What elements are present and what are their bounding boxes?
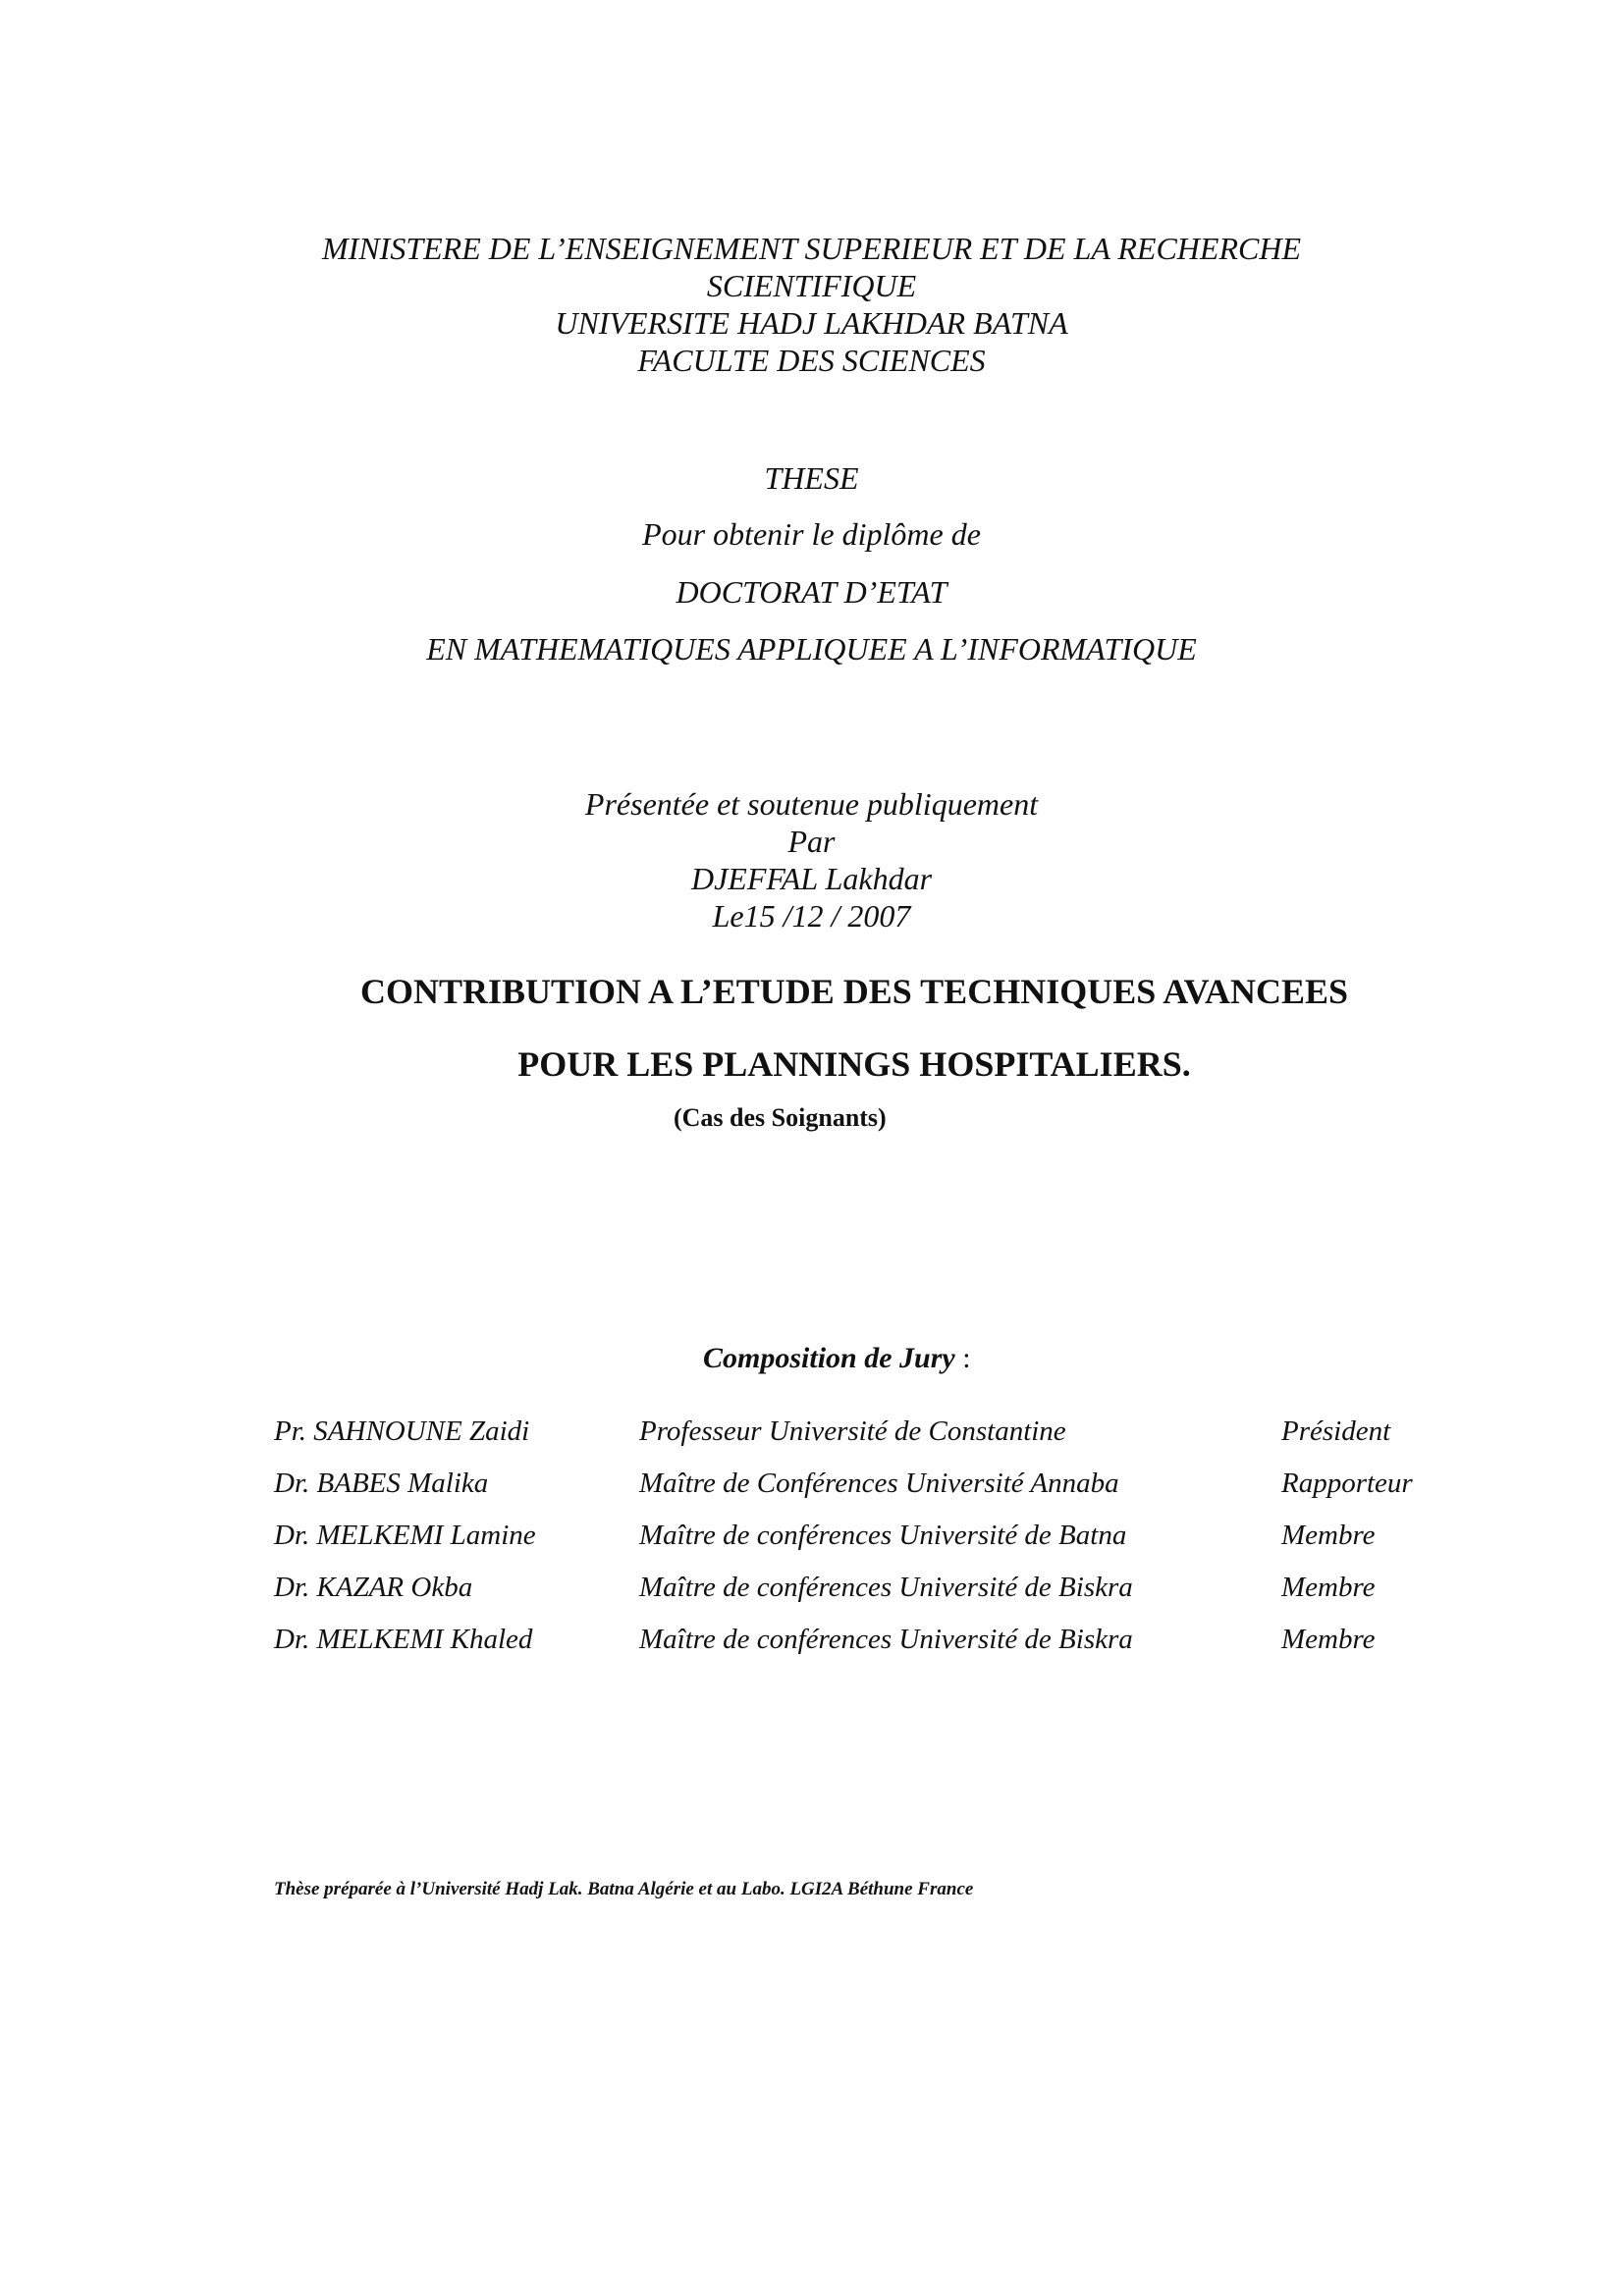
jury-member-role: Membre [1281,1572,1376,1603]
jury-member-role: Membre [1281,1624,1376,1655]
thesis-subtitle: (Cas des Soignants) [674,1103,887,1132]
degree-field: EN MATHEMATIQUES APPLIQUEE A L’INFORMATIQUE [426,631,1197,667]
jury-member-role: Rapporteur [1281,1468,1413,1499]
thesis-title-line-2: POUR LES PLANNINGS HOSPITALIERS. [517,1044,1191,1084]
degree-purpose: Pour obtenir le diplôme de [642,516,981,552]
jury-member-role: Membre [1281,1520,1376,1551]
jury-member-row [0,1516,1623,1555]
jury-member-title: Maître de conférences Université de Batna [639,1520,1127,1551]
jury-member-row [0,1620,1623,1659]
preparation-note: Thèse préparée à l’Université Hadj Lak. Batna Algérie et au Labo. LGI2A Béthune France [274,1879,974,1899]
jury-member-name: Pr. SAHNOUNE Zaidi [274,1415,530,1447]
jury-heading-colon: : [954,1342,971,1374]
jury-member-role: Président [1281,1415,1391,1447]
jury-member-title: Professeur Université de Constantine [639,1415,1066,1447]
jury-heading-text: Composition de Jury [703,1342,955,1374]
thesis-title-line-1: CONTRIBUTION A L’ETUDE DES TECHNIQUES AVANCEES [359,972,1348,1011]
author-name: DJEFFAL Lakhdar [690,861,933,896]
ministry-line-2: SCIENTIFIQUE [706,268,917,303]
presentation-line: Présentée et soutenue publiquement [584,786,1039,822]
jury-member-title: Maître de Conférences Université Annaba [639,1468,1119,1499]
jury-member-name: Dr. BABES Malika [274,1468,489,1499]
presented-by-label: Par [787,824,836,859]
document-type: THESE [764,460,859,496]
jury-member-name: Dr. MELKEMI Lamine [274,1520,536,1551]
university-name: UNIVERSITE HADJ LAKHDAR BATNA [555,305,1068,341]
jury-member-name: Dr. MELKEMI Khaled [274,1624,533,1655]
jury-member-title: Maître de conférences Université de Biskra [639,1572,1133,1603]
diploma-name: DOCTORAT D’ETAT [676,574,947,610]
jury-member-row [0,1568,1623,1607]
jury-member-title: Maître de conférences Université de Biskra [639,1624,1133,1655]
jury-member-name: Dr. KAZAR Okba [274,1572,473,1603]
defense-date: Le15 /12 / 2007 [712,898,911,934]
jury-member-row [0,1464,1623,1503]
faculty-name: FACULTE DES SCIENCES [637,343,986,378]
jury-member-row [0,1412,1623,1451]
ministry-line-1: MINISTERE DE L’ENSEIGNEMENT SUPERIEUR ET DE LA RECHERCHE [322,231,1301,266]
jury-heading [703,1341,971,1376]
